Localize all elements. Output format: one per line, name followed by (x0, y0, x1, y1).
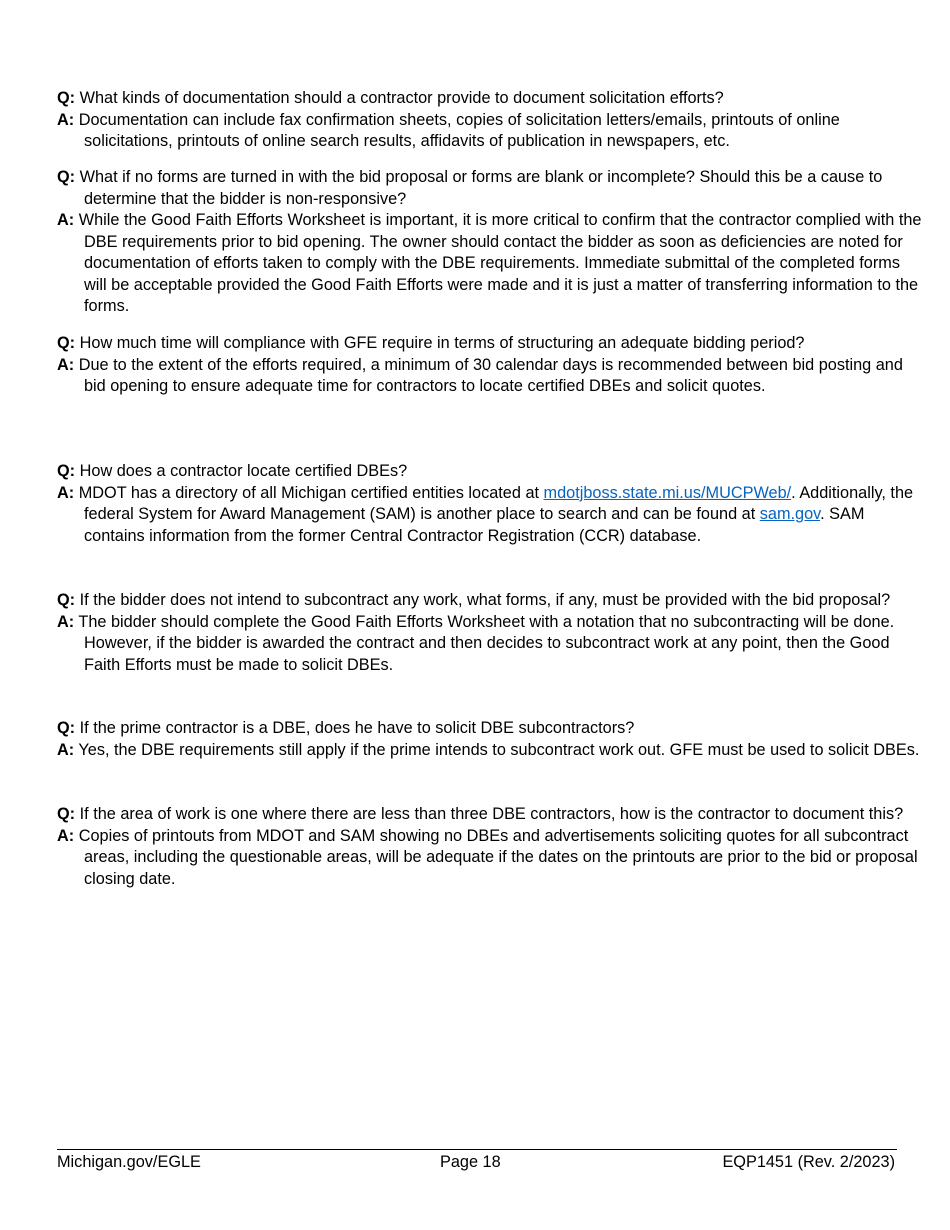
answer-label: A: (57, 483, 75, 502)
question-label: Q: (57, 719, 76, 737)
question (57, 461, 927, 483)
answer-text: Documentation can include fax confirmation sheets, copies of solicitation letters/emails, printouts of online solicitations, printouts of online search results, affidavits of publication in newspapers, etc. (78, 110, 840, 150)
question-text: If the prime contractor is a DBE, does he have to solicit DBE subcontractors? (79, 719, 635, 737)
answer-text: Yes, the DBE requirements still apply if the prime intends to subcontract work out. GFE must be used to solicit DBEs. (78, 740, 920, 759)
faq-item (57, 718, 927, 761)
question (57, 88, 927, 110)
faq-item (57, 167, 927, 318)
answer-text: . Additionally, the federal System for Award Management (SAM) is another place to search and can be found at (84, 483, 914, 523)
sam-gov-link[interactable]: sam.gov (759, 505, 821, 523)
answer (57, 826, 927, 891)
faq-item (57, 461, 927, 547)
answer (57, 740, 927, 762)
question (57, 167, 927, 210)
footer-form-number: EQP1451 (Rev. 2/2023) (722, 1153, 895, 1171)
question-text: If the bidder does not intend to subcontract any work, what forms, if any, must be provided with the bid proposal? (79, 591, 891, 609)
answer-text: While the Good Faith Efforts Worksheet is important, it is more critical to confirm that the contractor complied with the DBE requirements prior to bid opening. The owner should contact the bidder as soon as deficiencies are noted for documentation of efforts taken to comply with the DBE requirements. Immediate submittal of the completed forms will be acceptable provided the Good Faith Efforts were made and it is just a matter of transferring information to the forms. (78, 211, 922, 315)
question (57, 718, 927, 740)
answer-label: A: (57, 211, 75, 229)
footer-divider (57, 1149, 897, 1150)
answer (57, 210, 927, 318)
page-footer (57, 1152, 895, 1174)
question-label: Q: (57, 334, 76, 352)
faq-item (57, 804, 927, 890)
answer (57, 355, 927, 398)
answer (57, 110, 927, 153)
question-label: Q: (57, 168, 76, 186)
mucp-directory-link[interactable]: mdotjboss.state.mi.us/MUCPWeb/ (543, 483, 792, 502)
answer-label: A: (57, 740, 75, 759)
question-label: Q: (57, 462, 76, 480)
answer-label: A: (57, 612, 75, 631)
footer-website: Michigan.gov/EGLE (57, 1153, 201, 1171)
answer-text: MDOT has a directory of all Michigan certified entities located at (78, 483, 544, 502)
question-text: How does a contractor locate certified DBEs? (79, 462, 408, 480)
question-label: Q: (57, 89, 76, 107)
answer-label: A: (57, 110, 75, 129)
answer-text: The bidder should complete the Good Faith Efforts Worksheet with a notation that no subcontracting will be done. However, if the bidder is awarded the contract and then decides to subcontract work at any point, then the Good Faith Efforts must be made to solicit DBEs. (78, 612, 895, 674)
question (57, 333, 927, 355)
answer-text: Due to the extent of the efforts required, a minimum of 30 calendar days is recommended between bid posting and bid opening to ensure adequate time for contractors to locate certified DBEs and solicit quotes. (78, 355, 903, 395)
answer (57, 483, 927, 548)
answer-label: A: (57, 826, 75, 845)
faq-item (57, 88, 927, 153)
answer-label: A: (57, 355, 75, 374)
question-text: If the area of work is one where there are less than three DBE contractors, how is the contractor to document this? (79, 805, 904, 823)
faq-item (57, 590, 927, 676)
question (57, 804, 927, 826)
question (57, 590, 927, 612)
answer-text: Copies of printouts from MDOT and SAM showing no DBEs and advertisements soliciting quotes for all subcontract areas, including the questionable areas, will be adequate if the dates on the printouts are prior to the bid or proposal closing date. (78, 826, 918, 888)
answer-text: . SAM contains information from the former Central Contractor Registration (CCR) database. (84, 505, 865, 545)
footer-page-number: Page 18 (440, 1153, 501, 1171)
faq-item (57, 333, 927, 398)
question-text: How much time will compliance with GFE require in terms of structuring an adequate bidding period? (79, 334, 805, 352)
question-text: What kinds of documentation should a contractor provide to document solicitation efforts? (79, 89, 724, 107)
question-text: What if no forms are turned in with the bid proposal or forms are blank or incomplete? Should this be a cause to determine that the bidder is non-responsive? (79, 168, 883, 208)
question-label: Q: (57, 591, 76, 609)
answer (57, 612, 927, 677)
question-label: Q: (57, 805, 76, 823)
